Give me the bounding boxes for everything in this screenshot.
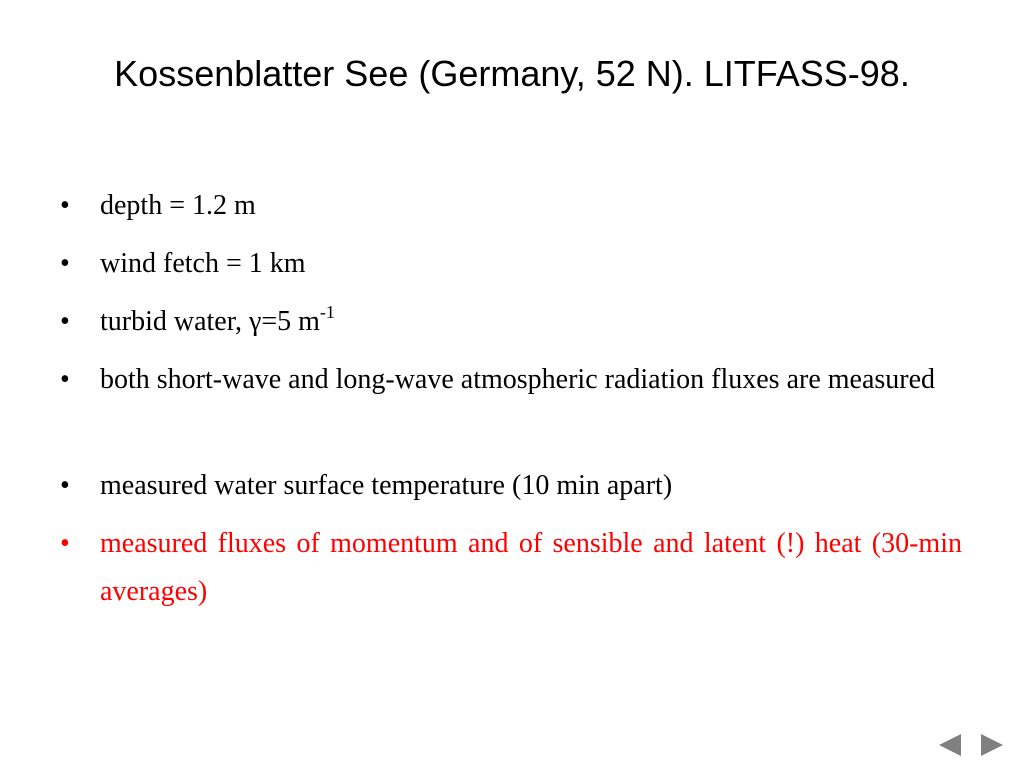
bullet-marker: • — [60, 364, 70, 395]
bullet-superscript: -1 — [319, 301, 335, 322]
bullet-text: both short-wave and long-wave atmospheric radiation fluxes are measured — [100, 364, 936, 395]
list-item — [60, 182, 962, 230]
bullet-text: measured water surface temperature (10 min apart) — [100, 470, 673, 501]
triangle-left-icon — [937, 733, 963, 757]
slide-navigation — [936, 730, 1006, 760]
bullet-text: measured fluxes of momentum and of sensible and latent (!) heat (30-min averages) — [100, 528, 962, 607]
list-item-highlighted — [60, 520, 962, 616]
bullet-marker: • — [60, 306, 70, 337]
triangle-right-icon — [979, 733, 1005, 757]
bullet-marker: • — [60, 470, 70, 501]
list-item — [60, 462, 962, 510]
bullet-text: turbid water, γ=5 m — [100, 306, 320, 337]
next-slide-button[interactable] — [978, 731, 1006, 759]
bullet-text: depth = 1.2 m — [100, 190, 256, 221]
bullet-list — [60, 182, 962, 626]
bullet-marker: • — [60, 248, 70, 279]
list-item — [60, 240, 962, 288]
previous-slide-button[interactable] — [936, 731, 964, 759]
list-item — [60, 298, 962, 346]
list-item — [60, 356, 962, 404]
bullet-text: wind fetch = 1 km — [100, 248, 306, 279]
bullet-marker: • — [60, 528, 70, 559]
bullet-marker: • — [60, 190, 70, 221]
slide-title: Kossenblatter See (Germany, 52 N). LITFASS-98. — [114, 53, 910, 94]
